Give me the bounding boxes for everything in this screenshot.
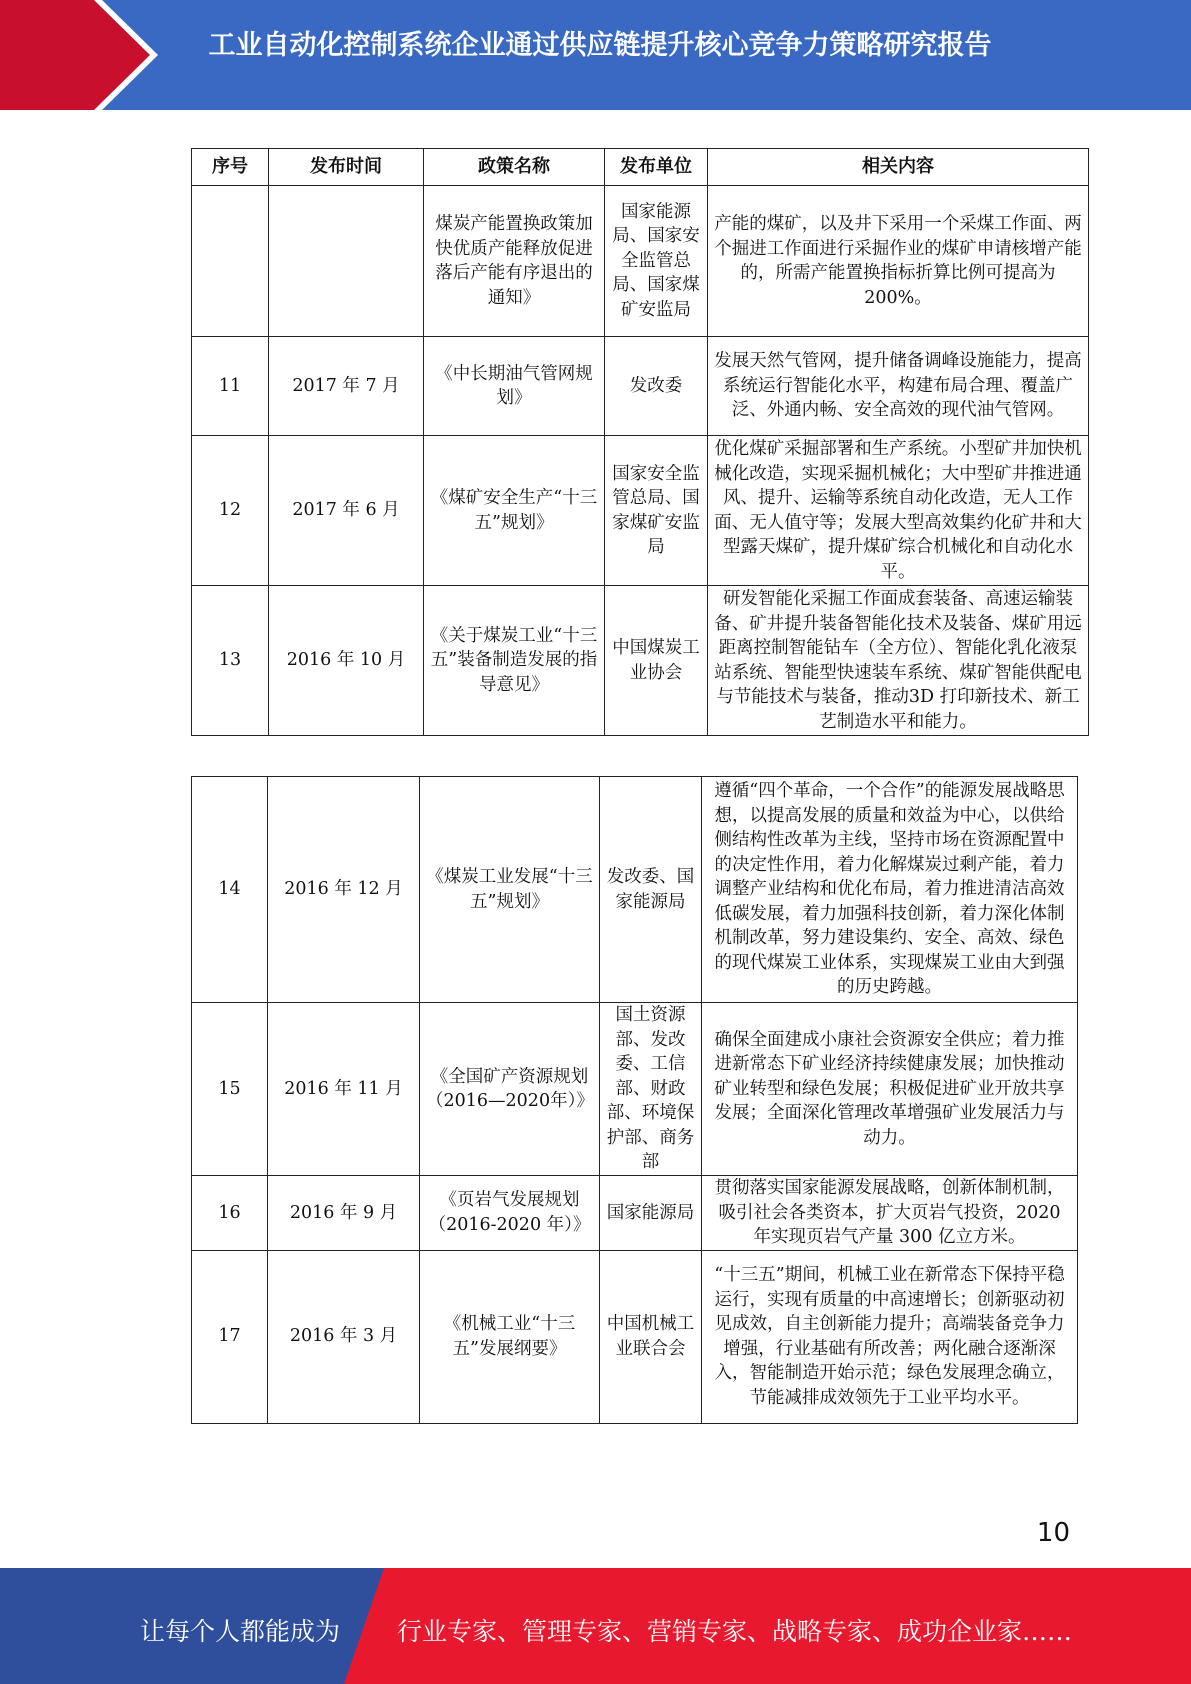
report-title: 工业自动化控制系统企业通过供应链提升核心竞争力策略研究报告 [208,30,992,61]
row-date: 2016 年 11 月 [268,1003,420,1176]
row-policy-name: 《页岩气发展规划（2016-2020 年）》 [420,1176,600,1251]
header-banner [0,0,1191,110]
table-row [192,1176,1078,1251]
row-policy-name: 《全国矿产资源规划（2016—2020年）》 [420,1003,600,1176]
row-issuer: 中国机械工业联合会 [600,1250,702,1423]
col-header-content: 相关内容 [708,149,1089,186]
row-policy-name: 《中长期油气管网规划》 [424,337,605,436]
row-no: 16 [192,1176,268,1251]
row-no: 12 [192,436,269,586]
row-issuer: 国家能源局 [600,1176,702,1251]
col-header-issuer: 发布单位 [605,149,708,186]
row-issuer: 发改委 [605,337,708,436]
footer-banner [0,1568,1191,1684]
table-row [192,436,1089,586]
row-issuer: 国家安全监管总局、国家煤矿安监局 [605,436,708,586]
table-row [192,586,1089,736]
table-header-row [192,149,1089,186]
row-issuer: 国家能源局、国家安全监管总局、国家煤矿安监局 [605,186,708,337]
col-header-name: 政策名称 [424,149,605,186]
table-row [192,777,1078,1003]
row-policy-name: 《煤炭工业发展“十三五”规划》 [420,777,600,1003]
footer-slogan-right: 行业专家、管理专家、营销专家、战略专家、成功企业家…… [397,1617,1073,1646]
row-policy-name: 《煤矿安全生产“十三五”规划》 [424,436,605,586]
page-number: 10 [1036,1518,1070,1548]
row-issuer: 发改委、国家能源局 [600,777,702,1003]
row-no: 14 [192,777,268,1003]
row-no: 17 [192,1250,268,1423]
row-date: 2016 年 10 月 [269,586,424,736]
row-policy-name: 《关于煤炭工业“十三五”装备制造发展的指导意见》 [424,586,605,736]
footer-slogan-left: 让每个人都能成为 [140,1617,341,1646]
row-content: 贯彻落实国家能源发展战略，创新体制机制，吸引社会各类资本，扩大页岩气投资，2020 年实现页岩气产量 300 亿立方米。 [702,1176,1078,1251]
row-content: “十三五”期间，机械工业在新常态下保持平稳运行，实现有质量的中高速增长；创新驱动初见成效，自主创新能力提升；高端装备竞争力增强，行业基础有所改善；两化融合逐渐深入，智能制造开始示范；绿色发展理念确立，节能减排成效领先于工业平均水平。 [702,1250,1078,1423]
col-header-no: 序号 [192,149,269,186]
policy-table-part-2 [191,776,1078,1424]
row-content: 产能的煤矿，以及井下采用一个采煤工作面、两个掘进工作面进行采掘作业的煤矿申请核增产能的，所需产能置换指标折算比例可提高为200%。 [708,186,1089,337]
row-date: 2017 年 7 月 [269,337,424,436]
col-header-date: 发布时间 [269,149,424,186]
row-policy-name: 《机械工业“十三五”发展纲要》 [420,1250,600,1423]
row-issuer: 国土资源部、发改委、工信部、财政部、环境保护部、商务部 [600,1003,702,1176]
row-date [269,186,424,337]
row-content: 发展天然气管网，提升储备调峰设施能力，提高系统运行智能化水平，构建布局合理、覆盖广泛、外通内畅、安全高效的现代油气管网。 [708,337,1089,436]
row-date: 2016 年 12 月 [268,777,420,1003]
row-no: 11 [192,337,269,436]
row-date: 2017 年 6 月 [269,436,424,586]
policy-table-part-1 [191,148,1089,736]
row-date: 2016 年 9 月 [268,1176,420,1251]
table-row [192,186,1089,337]
row-no: 15 [192,1003,268,1176]
row-content: 确保全面建成小康社会资源安全供应；着力推进新常态下矿业经济持续健康发展；加快推动矿业转型和绿色发展；积极促进矿业开放共享发展；全面深化管理改革增强矿业发展活力与动力。 [702,1003,1078,1176]
row-date: 2016 年 3 月 [268,1250,420,1423]
table-row [192,337,1089,436]
row-content: 研发智能化采掘工作面成套装备、高速运输装备、矿井提升装备智能化技术及装备、煤矿用远距离控制智能钻车（全方位）、智能化乳化液泵站系统、智能型快速装车系统、煤矿智能供配电与节能技术与装备，推动3D 打印新技术、新工艺制造水平和能力。 [708,586,1089,736]
row-content: 优化煤矿采掘部署和生产系统。小型矿井加快机械化改造，实现采掘机械化；大中型矿井推进通风、提升、运输等系统自动化改造，无人工作面、无人值守等；发展大型高效集约化矿井和大型露天煤矿，提升煤矿综合机械化和自动化水平。 [708,436,1089,586]
row-issuer: 中国煤炭工业协会 [605,586,708,736]
table-row [192,1003,1078,1176]
row-no: 13 [192,586,269,736]
row-policy-name: 煤炭产能置换政策加快优质产能释放促进落后产能有序退出的通知》 [424,186,605,337]
table-row [192,1250,1078,1423]
row-no [192,186,269,337]
row-content: 遵循“四个革命，一个合作”的能源发展战略思想，以提高发展的质量和效益为中心，以供给侧结构性改革为主线，坚持市场在资源配置中的决定性作用，着力化解煤炭过剩产能，着力调整产业结构和优化布局，着力推进清洁高效低碳发展，着力加强科技创新，着力深化体制机制改革，努力建设集约、安全、高效、绿色的现代煤炭工业体系，实现煤炭工业由大到强的历史跨越。 [702,777,1078,1003]
